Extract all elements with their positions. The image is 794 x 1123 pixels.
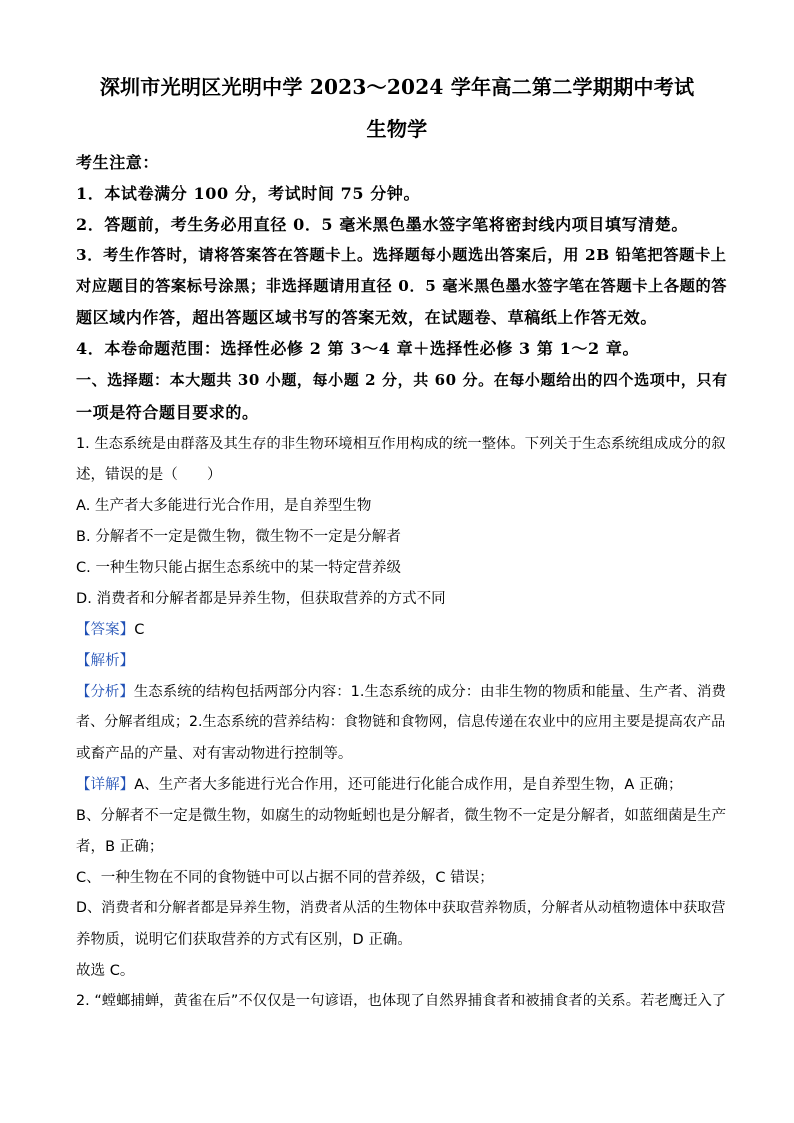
xiangjie-text: D、消费者和分解者都是异养生物，消费者从活的生物体中获取营养物质，分解者从动植物遗体中获取营	[76, 900, 726, 916]
answer-line	[76, 618, 144, 639]
option-c: C. 一种生物只能占据生态系统中的某一特定营养级	[76, 560, 402, 576]
notice-line: 对应题目的答案标号涂黑；非选择题请用直径 0．5 毫米黑色墨水签字笔在答题卡上各题的答	[76, 277, 728, 295]
fenxi-text: 者、分解者组成；2.生态系统的营养结构：食物链和食物网，信息传递在农业中的应用主要是提高农产品	[76, 714, 726, 730]
xiangjie-line	[76, 773, 683, 794]
notice-line: 2．答题前，考生务必用直径 0．5 毫米黑色墨水签字笔将密封线内项目填写清楚。	[76, 215, 688, 234]
option-d: D. 消费者和分解者都是异养生物，但获取营养的方式不同	[76, 591, 446, 607]
fenxi-line	[76, 680, 726, 701]
xiangjie-text: B、分解者不一定是微生物，如腐生的动物蚯蚓也是分解者，微生物不一定是分解者，如蓝细菌是生产	[76, 808, 727, 824]
fenxi-text: 生态系统的结构包括两部分内容：1.生态系统的成分：由非生物的物质和能量、生产者、消费	[133, 684, 726, 700]
exam-title: 深圳市光明区光明中学 2023～2024 学年高二第二学期期中考试	[99, 75, 695, 99]
notice-line: 题区域内作答，超出答题区域书写的答案无效，在试题卷、草稿纸上作答无效。	[76, 308, 658, 327]
xiangjie-tag: 【详解】	[76, 777, 135, 793]
section-heading: 一、选择题：本大题共 30 小题，每小题 2 分，共 60 分。在每小题给出的四个选项中，只有	[76, 371, 728, 389]
fenxi-text: 或畜产品的产量、对有害动物进行控制等。	[76, 746, 353, 762]
xiangjie-text: A、生产者大多能进行光合作用，还可能进行化能合成作用，是自养型生物，A 正确；	[134, 777, 683, 793]
subject-title: 生物学	[366, 117, 428, 141]
notice-line: 1．本试卷满分 100 分，考试时间 75 分钟。	[76, 184, 421, 203]
xiangjie-text: 者，B 正确；	[76, 839, 164, 855]
section-heading: 一项是符合题目要求的。	[76, 403, 259, 422]
option-b: B. 分解者不一定是微生物，微生物不一定是分解者	[76, 529, 401, 545]
notice-heading: 考生注意：	[76, 153, 160, 172]
answer-value: C	[134, 622, 145, 638]
analysis-tag: 【解析】	[76, 653, 135, 669]
fenxi-tag: 【分析】	[76, 684, 134, 700]
xiangjie-text: C、一种生物在不同的食物链中可以占据不同的营养级，C 错误；	[76, 870, 494, 886]
notice-line: 4．本卷命题范围：选择性必修 2 第 3～4 章＋选择性必修 3 第 1～2 章。	[76, 339, 640, 358]
answer-tag: 【答案】	[76, 622, 135, 638]
notice-line: 3．考生作答时，请将答案答在答题卡上。选择题每小题选出答案后，用 2B 铅笔把答题卡上	[76, 246, 727, 264]
xiangjie-text: 养物质，说明它们获取营养的方式有区别，D 正确。	[76, 932, 412, 948]
question-stem: 2. “螳螂捕蝉，黄雀在后”不仅仅是一句谚语，也体现了自然界捕食者和被捕食者的关系。若老鹰迁入了	[76, 993, 727, 1009]
conclusion: 故选 C。	[76, 963, 135, 979]
option-a: A. 生产者大多能进行光合作用，是自养型生物	[76, 498, 372, 514]
question-stem: 述，错误的是（ ）	[76, 467, 222, 483]
question-stem: 1. 生态系统是由群落及其生存的非生物环境相互作用构成的统一整体。下列关于生态系统组成成分的叙	[76, 436, 726, 452]
